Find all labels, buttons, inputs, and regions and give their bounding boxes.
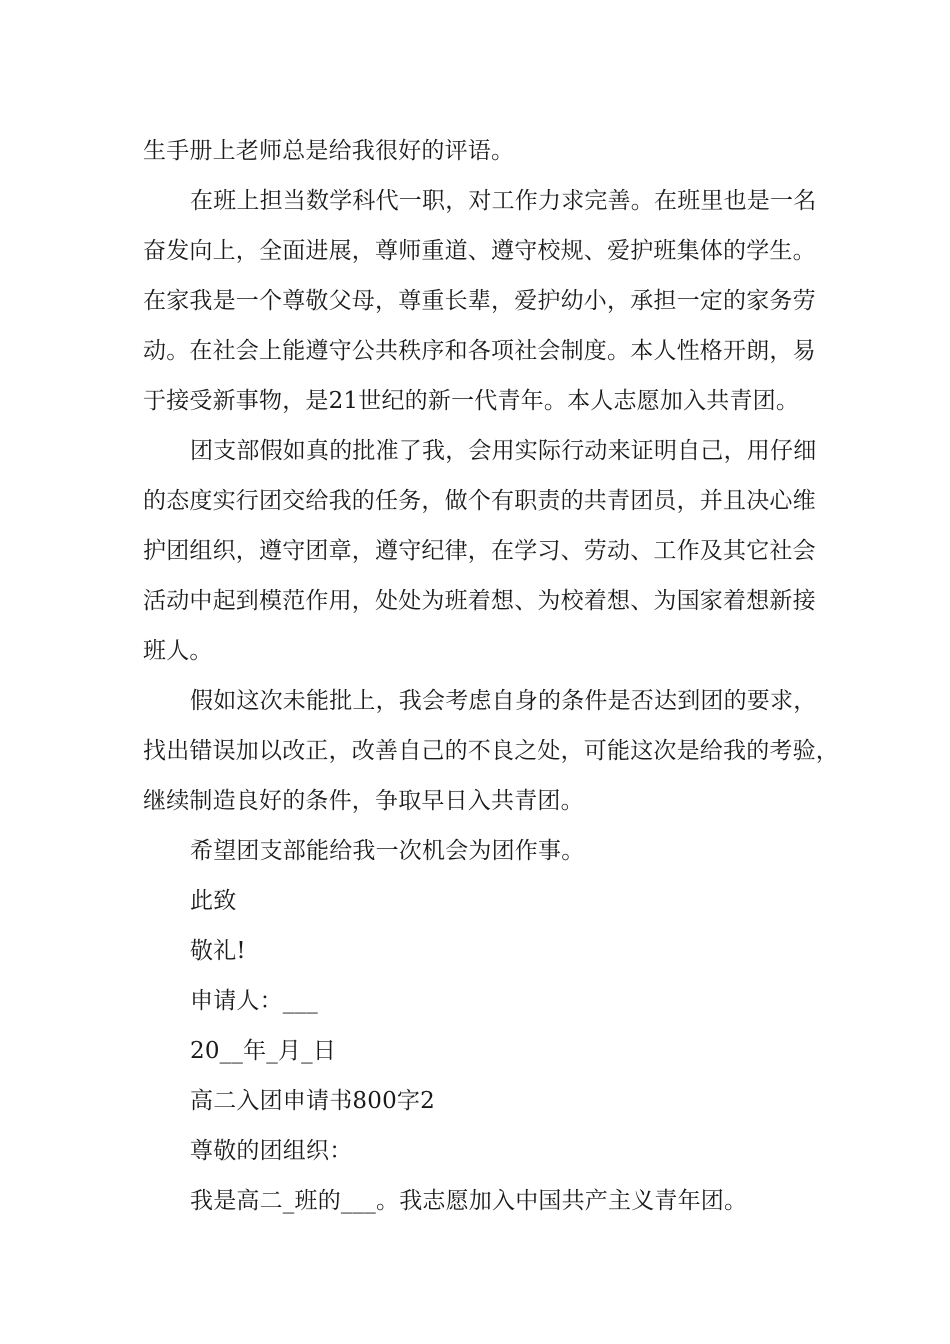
body-line: 动。在社会上能遵守公共秩序和各项社会制度。本人性格开朗，易: [143, 338, 816, 364]
paragraph-first-line: 在班上担当数学科代一职，对工作力求完善。在班里也是一名: [190, 188, 817, 214]
section-title: 高二入团申请书800字2: [190, 1088, 435, 1114]
closing-salutation: 此致: [190, 888, 237, 914]
applicant-signature: 申请人：___: [190, 988, 318, 1014]
body-line: 班人。: [143, 638, 213, 664]
body-line: 继续制造良好的条件，争取早日入共青团。: [143, 788, 584, 814]
paragraph-first-line: 假如这次未能批上，我会考虑自身的条件是否达到团的要求，: [190, 688, 817, 714]
greeting-line: 尊敬的团组织：: [190, 1138, 353, 1164]
body-line: 的态度实行团交给我的任务，做个有职责的共青团员，并且决心维: [143, 488, 816, 514]
paragraph-first-line: 团支部假如真的批准了我，会用实际行动来证明自己，用仔细: [190, 438, 817, 464]
body-line: 护团组织，遵守团章，遵守纪律，在学习、劳动、工作及其它社会: [143, 538, 816, 564]
body-line: 活动中起到模范作用，处处为班着想、为校着想、为国家着想新接: [143, 588, 816, 614]
body-line: 奋发向上，全面进展，尊师重道、遵守校规、爱护班集体的学生。: [143, 238, 816, 264]
body-line: 生手册上老师总是给我很好的评语。: [143, 138, 515, 164]
paragraph-first-line: 希望团支部能给我一次机会为团作事。: [190, 838, 585, 864]
body-line: 在家我是一个尊敬父母，尊重长辈，爱护幼小，承担一定的家务劳: [143, 288, 816, 314]
body-line: 找出错误加以改正，改善自己的不良之处，可能这次是给我的考验，: [143, 738, 839, 764]
paragraph-first-line: 我是高二_班的___。我志愿加入中国共产主义青年团。: [190, 1188, 748, 1214]
closing-regards: 敬礼!: [190, 938, 246, 964]
body-line: 于接受新事物，是21世纪的新一代青年。本人志愿加入共青团。: [143, 388, 800, 414]
date-line: 20__年_月_日: [190, 1038, 337, 1064]
